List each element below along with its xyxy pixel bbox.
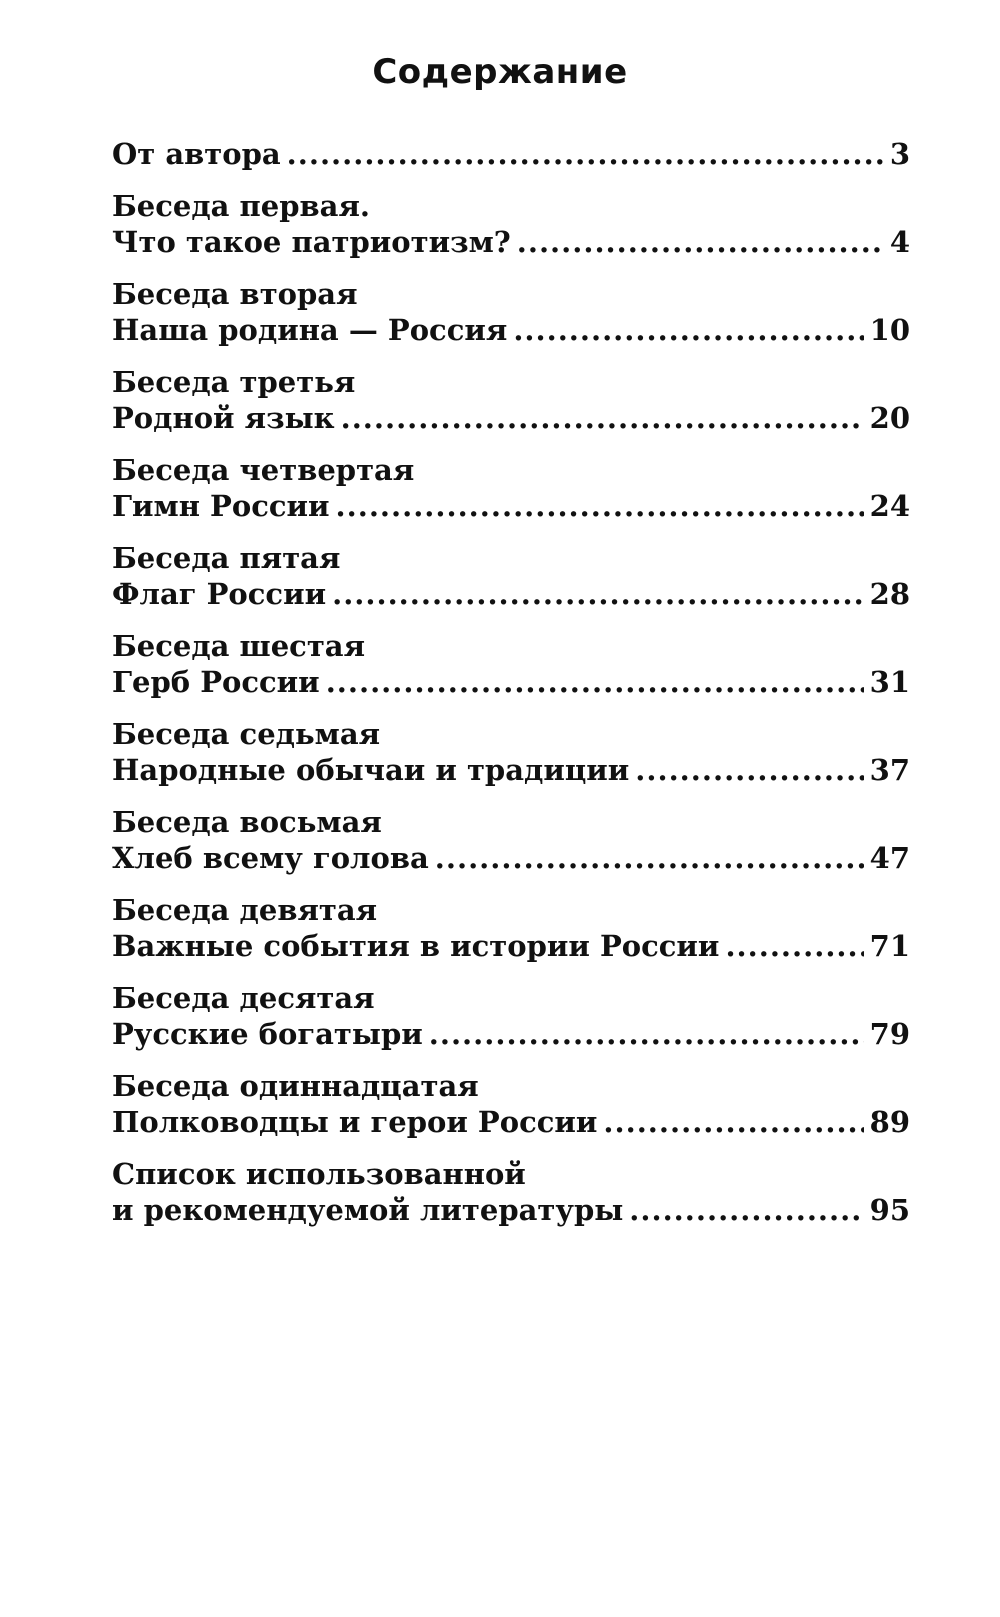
toc-page-number: 24 bbox=[869, 489, 910, 523]
toc-entry-line bbox=[112, 576, 910, 612]
dot-leader bbox=[336, 488, 864, 524]
toc-page-number: 10 bbox=[869, 313, 910, 347]
toc-page-number: 95 bbox=[869, 1193, 910, 1227]
toc-entry-title: Родной язык bbox=[112, 401, 335, 435]
toc-entry-title: Народные обычаи и традиции bbox=[112, 753, 630, 787]
toc-page-number: 28 bbox=[869, 577, 910, 611]
table-of-contents bbox=[112, 136, 910, 1244]
toc-page-number: 37 bbox=[869, 753, 910, 787]
toc-entry bbox=[112, 188, 910, 260]
dot-leader bbox=[332, 576, 864, 612]
toc-entry-title: Хлеб всему голова bbox=[112, 841, 429, 875]
dot-leader bbox=[341, 400, 864, 436]
toc-entry-line bbox=[112, 312, 910, 348]
toc-entry-title: Важные события в истории России bbox=[112, 929, 720, 963]
toc-entry bbox=[112, 452, 910, 524]
dot-leader bbox=[725, 928, 863, 964]
toc-page-number: 4 bbox=[889, 225, 910, 259]
toc-entry-heading: Беседа восьмая bbox=[112, 805, 382, 839]
toc-entry-title: Гимн России bbox=[112, 489, 330, 523]
toc-entry-heading: Беседа шестая bbox=[112, 629, 366, 663]
toc-entry bbox=[112, 980, 910, 1052]
dot-leader bbox=[429, 1016, 864, 1052]
toc-entry-heading: Список использованной bbox=[112, 1157, 526, 1191]
toc-entry bbox=[112, 540, 910, 612]
page-title: Содержание bbox=[372, 52, 628, 92]
toc-entry-title: Что такое патриотизм? bbox=[112, 225, 511, 259]
toc-page-number: 89 bbox=[869, 1105, 910, 1139]
toc-page-number: 20 bbox=[869, 401, 910, 435]
toc-entry-line bbox=[112, 1192, 910, 1228]
toc-entry-line bbox=[112, 224, 910, 260]
dot-leader bbox=[635, 752, 863, 788]
toc-entry-title: и рекомендуемой литературы bbox=[112, 1193, 624, 1227]
dot-leader bbox=[435, 840, 864, 876]
toc-entry-heading: Беседа вторая bbox=[112, 277, 358, 311]
dot-leader bbox=[629, 1192, 863, 1228]
toc-entry bbox=[112, 1156, 910, 1228]
toc-entry-line bbox=[112, 488, 910, 524]
toc-entry bbox=[112, 1068, 910, 1140]
toc-entry-heading: Беседа пятая bbox=[112, 541, 341, 575]
toc-entry-line bbox=[112, 1016, 910, 1052]
toc-entry-title: Флаг России bbox=[112, 577, 327, 611]
toc-page-number: 31 bbox=[869, 665, 910, 699]
toc-entry bbox=[112, 276, 910, 348]
toc-entry-title: Русские богатыри bbox=[112, 1017, 423, 1051]
toc-entry-line bbox=[112, 928, 910, 964]
toc-entry-line bbox=[112, 664, 910, 700]
toc-entry bbox=[112, 804, 910, 876]
toc-entry-line bbox=[112, 752, 910, 788]
toc-entry-heading: Беседа девятая bbox=[112, 893, 378, 927]
toc-page-number: 47 bbox=[869, 841, 910, 875]
toc-page-number: 71 bbox=[869, 929, 910, 963]
toc-entry bbox=[112, 892, 910, 964]
toc-entry-title: Наша родина — Россия bbox=[112, 313, 508, 347]
toc-entry-heading: Беседа первая. bbox=[112, 189, 370, 223]
toc-entry-title: От автора bbox=[112, 137, 281, 171]
toc-entry-line bbox=[112, 840, 910, 876]
toc-entry bbox=[112, 716, 910, 788]
toc-entry-heading: Беседа одиннадцатая bbox=[112, 1069, 479, 1103]
toc-entry-heading: Беседа седьмая bbox=[112, 717, 381, 751]
toc-page-number: 79 bbox=[869, 1017, 910, 1051]
toc-entry-heading: Беседа десятая bbox=[112, 981, 375, 1015]
toc-entry-title: Герб России bbox=[112, 665, 320, 699]
toc-entry bbox=[112, 628, 910, 700]
toc-entry-heading: Беседа четвертая bbox=[112, 453, 415, 487]
dot-leader bbox=[517, 224, 884, 260]
dot-leader bbox=[513, 312, 863, 348]
toc-entry-title: Полководцы и герои России bbox=[112, 1105, 598, 1139]
toc-entry bbox=[112, 136, 910, 172]
toc-entry bbox=[112, 364, 910, 436]
dot-leader bbox=[287, 136, 884, 172]
toc-entry-line bbox=[112, 136, 910, 172]
toc-entry-line bbox=[112, 1104, 910, 1140]
toc-page-number: 3 bbox=[889, 137, 910, 171]
toc-entry-line bbox=[112, 400, 910, 436]
toc-entry-heading: Беседа третья bbox=[112, 365, 356, 399]
dot-leader bbox=[603, 1104, 863, 1140]
dot-leader bbox=[326, 664, 864, 700]
